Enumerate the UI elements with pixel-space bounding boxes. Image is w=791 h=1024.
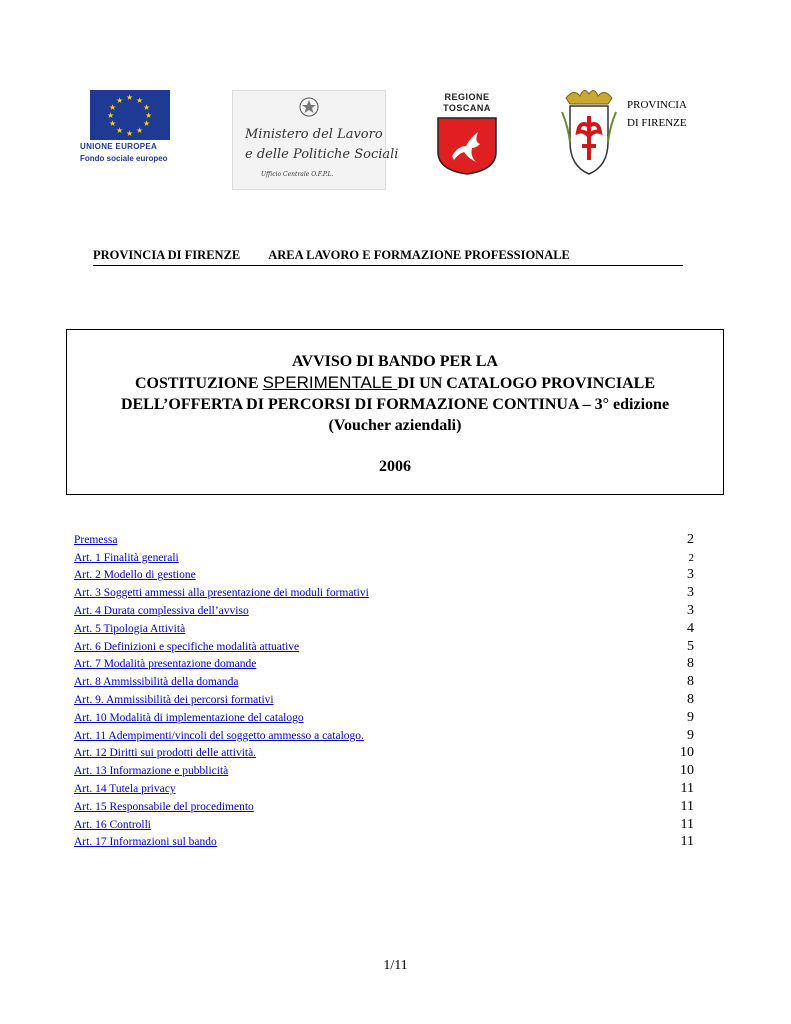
eu-flag-icon: ★ ★ ★ ★ ★ ★ ★ ★ ★ ★ ★ ★ (90, 90, 170, 140)
toc-page-number: 8 (687, 691, 694, 707)
toc-link[interactable]: Art. 8 Ammissibilità della domanda (74, 676, 239, 689)
toc-page-number: 8 (687, 674, 694, 690)
toc-link[interactable]: Art. 1 Finalità generali (74, 551, 179, 564)
ministero-line1: Ministero del Lavoro (245, 127, 383, 142)
toc-row (74, 619, 694, 637)
toc-link[interactable]: Art. 17 Informazioni sul bando (74, 836, 217, 849)
title-line2-a: COSTITUZIONE (134, 375, 263, 392)
toc-link[interactable]: Art. 10 Modalità di implementazione del catalogo (74, 711, 304, 724)
provincia-firenze-label (627, 96, 687, 132)
ministero-line2: e delle Politiche Sociali (245, 147, 399, 162)
toc-row (74, 672, 694, 690)
regione-line1: REGIONE (444, 92, 490, 102)
toc-row (74, 797, 694, 815)
toc-row (74, 779, 694, 797)
regione-line2: TOSCANA (443, 103, 491, 113)
toc-page-number: 3 (687, 585, 694, 601)
toc-link[interactable]: Art. 14 Tutela privacy (74, 782, 176, 795)
toc-row (74, 601, 694, 619)
toc-link[interactable]: Art. 13 Informazione e pubblicità (74, 765, 229, 778)
title-line1: AVVISO DI BANDO PER LA (292, 353, 498, 370)
toc-row (74, 655, 694, 673)
toc-page-number: 11 (680, 798, 694, 814)
logo-strip (0, 80, 791, 190)
toc-page-number: 8 (687, 656, 694, 672)
eu-logo (80, 90, 200, 170)
toc-link[interactable]: Art. 12 Diritti sui prodotti delle attività. (74, 747, 257, 760)
ministero-line3: Ufficio Centrale O.F.P.L. (261, 171, 334, 178)
toc-page-number: 9 (687, 727, 694, 743)
toc-page-number: 9 (687, 709, 694, 725)
toc-link[interactable]: Art. 2 Modello di gestione (74, 569, 196, 582)
title-box (66, 329, 724, 495)
title-line2 (67, 372, 723, 394)
toc-row (74, 744, 694, 762)
toc-row (74, 566, 694, 584)
header-left: PROVINCIA DI FIRENZE (93, 248, 241, 262)
provincia-firenze-logo (560, 86, 618, 178)
toc-link[interactable]: Premessa (74, 533, 118, 546)
ministero-logo (232, 90, 399, 190)
toc-row (74, 637, 694, 655)
title-sperimentale: SPERIMENTALE (262, 373, 398, 392)
title-line4: (Voucher aziendali) (328, 417, 462, 434)
toc-link[interactable]: Art. 7 Modalità presentazione domande (74, 658, 257, 671)
toc-row (74, 708, 694, 726)
toc-page-number: 3 (687, 567, 694, 583)
toc-page-number: 11 (680, 780, 694, 796)
pegasus-shield-icon (436, 116, 498, 176)
regione-toscana-logo (432, 90, 502, 178)
document-header (93, 248, 683, 266)
italian-emblem-icon (298, 95, 320, 119)
toc-page-number: 4 (687, 620, 694, 636)
toc-page-number: 2 (687, 531, 694, 547)
toc-page-number: 11 (680, 834, 694, 850)
toc-page-number: 10 (680, 763, 694, 779)
toc-row (74, 583, 694, 601)
toc-link[interactable]: Art. 15 Responsabile del procedimento (74, 800, 254, 813)
toc-row (74, 815, 694, 833)
table-of-contents (74, 530, 694, 850)
toc-link[interactable]: Art. 11 Adempimenti/vincoli del soggetto ammesso a catalogo. (74, 729, 364, 742)
toc-link[interactable]: Art. 3 Soggetti ammessi alla presentazione dei moduli formativi (74, 587, 369, 600)
toc-row (74, 726, 694, 744)
toc-link[interactable]: Art. 9. Ammissibilità dei percorsi formativi (74, 693, 274, 706)
toc-row (74, 761, 694, 779)
toc-link[interactable]: Art. 16 Controlli (74, 818, 151, 831)
toc-link[interactable]: Art. 6 Definizioni e specifiche modalità attuative (74, 640, 300, 653)
eu-logo-line1: UNIONE EUROPEA (80, 142, 158, 151)
toc-page-number: 5 (687, 638, 694, 654)
toc-row (74, 530, 694, 548)
toc-row (74, 690, 694, 708)
toc-page-number: 11 (680, 816, 694, 832)
eu-logo-line2: Fondo sociale europeo (80, 154, 168, 163)
title-line3: DELL’OFFERTA DI PERCORSI DI FORMAZIONE CONTINUA – 3° edizione (120, 396, 670, 413)
title-line2-c: DI UN CATALOGO PROVINCIALE (397, 375, 656, 392)
toc-page-number: 2 (688, 551, 694, 564)
florence-lily-shield-icon (560, 86, 618, 178)
toc-link[interactable]: Art. 5 Tipologia Attività (74, 622, 186, 635)
header-right: AREA LAVORO E FORMAZIONE PROFESSIONALE (268, 248, 570, 262)
toc-page-number: 3 (687, 602, 694, 618)
provincia-line1: PROVINCIA (627, 99, 687, 111)
toc-row (74, 833, 694, 851)
toc-row (74, 548, 694, 566)
toc-page-number: 10 (680, 745, 694, 761)
page-number: 1/11 (383, 958, 408, 973)
title-year: 2006 (379, 458, 411, 475)
toc-link[interactable]: Art. 4 Durata complessiva dell’avviso (74, 604, 249, 617)
provincia-line2: DI FIRENZE (627, 117, 687, 129)
